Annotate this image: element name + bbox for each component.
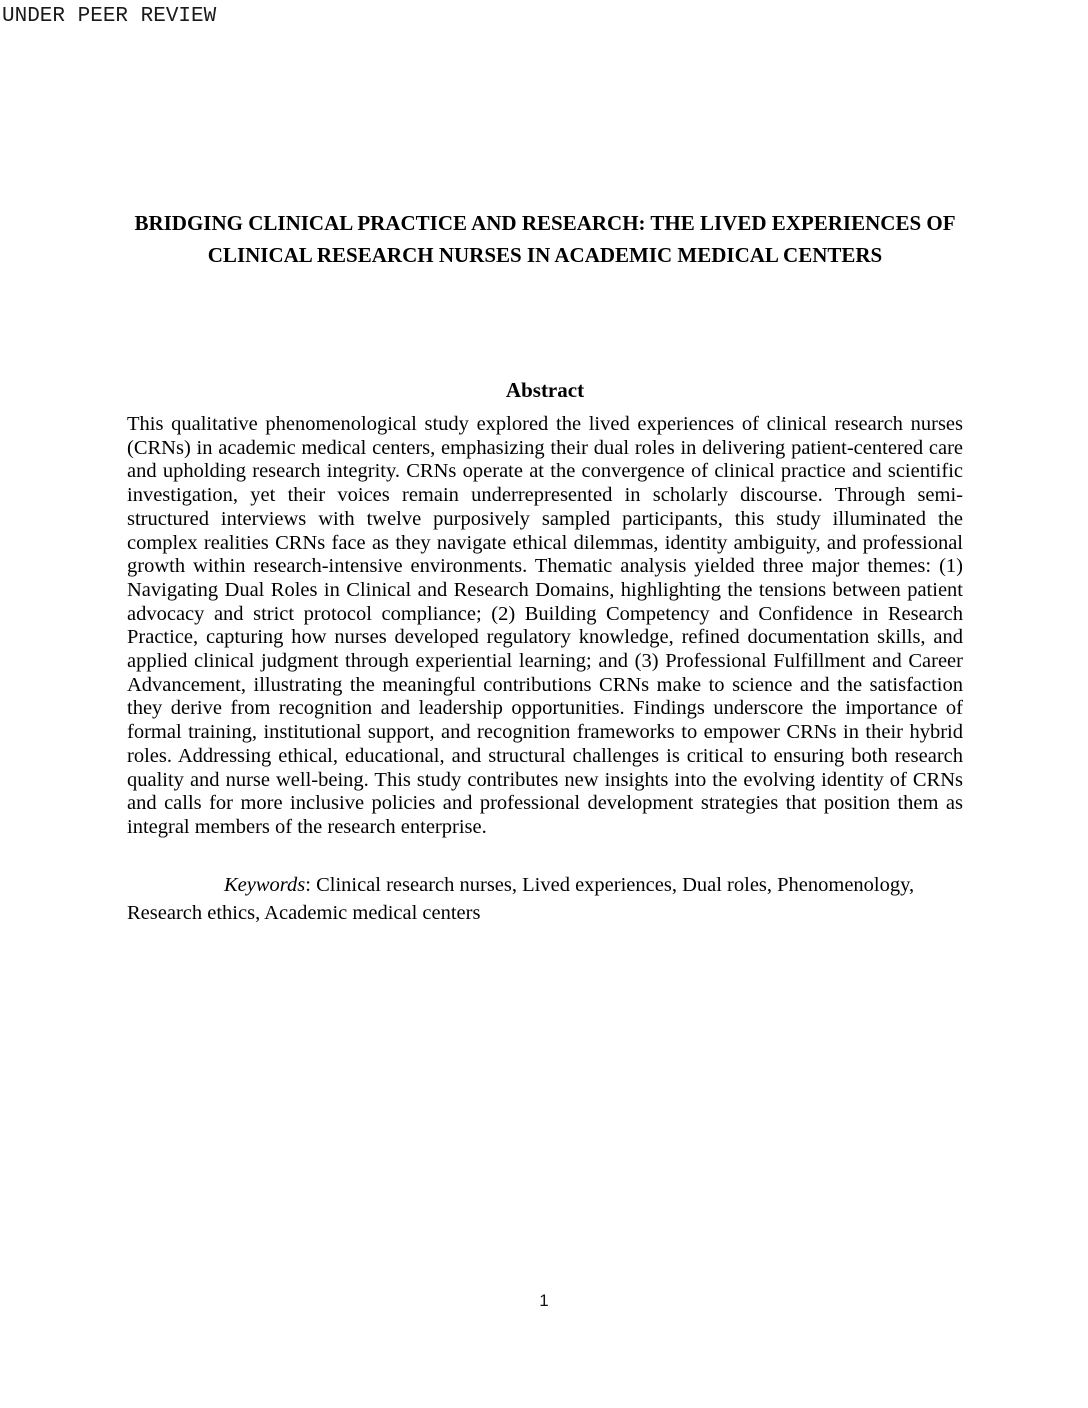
keywords-label: Keywords: [224, 873, 306, 896]
keywords-line: [127, 871, 963, 927]
page-number: 1: [539, 1291, 549, 1310]
paper-title-line-2: CLINICAL RESEARCH NURSES IN ACADEMIC MEDICAL CENTERS: [207, 243, 883, 267]
peer-review-watermark: UNDER PEER REVIEW: [2, 5, 217, 28]
page-content: [127, 0, 963, 927]
keywords-text: : Clinical research nurses, Lived experiences, Dual roles, Phenomenology, Research ethics, Academic medical centers: [127, 873, 915, 924]
abstract-text: This qualitative phenomenological study explored the lived experiences of clinical research nurses (CRNs) in academic medical centers, emphasizing their dual roles in delivering patient-centered care and upholding research integrity. CRNs operate at the convergence of clinical practice and scientific investigation, yet their voices remain underrepresented in scholarly discourse. Through semi-structured interviews with twelve purposively sampled participants, this study illuminated the complex realities CRNs face as they navigate ethical dilemmas, identity ambiguity, and professional growth within research-intensive environments. Thematic analysis yielded three major themes: (1) Navigating Dual Roles in Clinical and Research Domains, highlighting the tensions between patient advocacy and strict protocol compliance; (2) Building Competency and Confidence in Research Practice, capturing how nurses developed regulatory knowledge, refined documentation skills, and applied clinical judgment through experiential learning; and (3) Professional Fulfillment and Career Advancement, illustrating the meaningful contributions CRNs make to science and the satisfaction they derive from recognition and leadership opportunities. Findings underscore the importance of formal training, institutional support, and recognition frameworks to empower CRNs in their hybrid roles. Addressing ethical, educational, and structural challenges is critical to ensuring both research quality and nurse well-being. This study contributes new insights into the evolving identity of CRNs and calls for more inclusive policies and professional development strategies that position them as integral members of the research enterprise.: [127, 413, 963, 838]
abstract-heading: Abstract: [505, 378, 585, 402]
paper-title-line-1: BRIDGING CLINICAL PRACTICE AND RESEARCH: THE LIVED EXPERIENCES OF: [134, 211, 956, 235]
paper-title: [127, 207, 963, 271]
